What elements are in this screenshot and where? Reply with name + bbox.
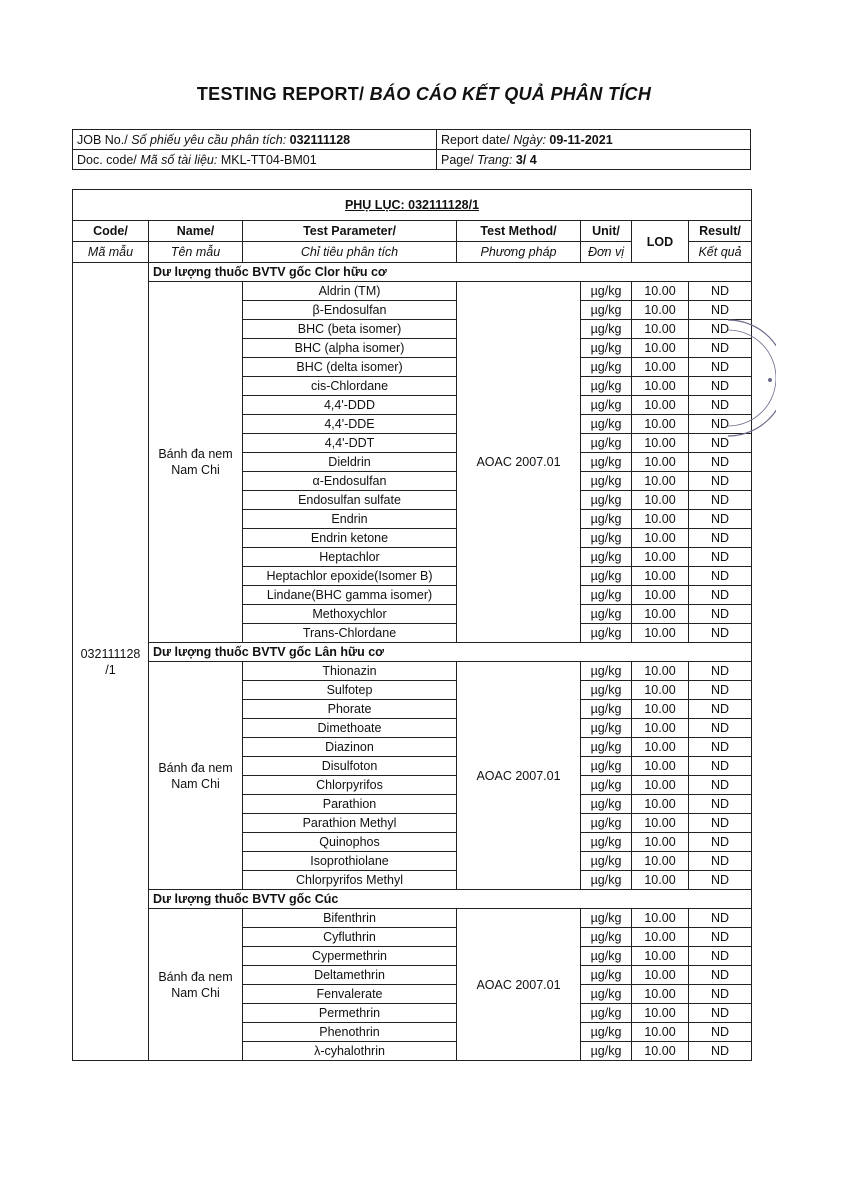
doc-code-cell: [73, 150, 437, 170]
test-parameter: cis-Chlordane: [243, 377, 457, 396]
lod-cell: 10.00: [632, 396, 689, 415]
unit-cell: µg/kg: [581, 282, 632, 301]
unit-cell: µg/kg: [581, 719, 632, 738]
unit-cell: µg/kg: [581, 320, 632, 339]
lod-cell: 10.00: [632, 814, 689, 833]
test-parameter: Sulfotep: [243, 681, 457, 700]
lod-cell: 10.00: [632, 624, 689, 643]
section-title: Dư lượng thuốc BVTV gốc Lân hữu cơ: [149, 643, 752, 662]
result-cell: ND: [689, 548, 752, 567]
section-header-row: [73, 643, 752, 662]
section-title: Dư lượng thuốc BVTV gốc Clor hữu cơ: [149, 263, 752, 282]
test-parameter: Bifenthrin: [243, 909, 457, 928]
job-label: JOB No./: [77, 132, 132, 147]
result-cell: ND: [689, 814, 752, 833]
sample-code-cell: 032111128 /1: [73, 263, 149, 1061]
unit-cell: µg/kg: [581, 966, 632, 985]
test-parameter: Isoprothiolane: [243, 852, 457, 871]
result-cell: ND: [689, 529, 752, 548]
unit-cell: µg/kg: [581, 738, 632, 757]
result-cell: ND: [689, 719, 752, 738]
col-lod-header: LOD: [632, 221, 689, 263]
lod-cell: 10.00: [632, 491, 689, 510]
col-result-header-vi: Kết quả: [689, 242, 752, 263]
lod-cell: 10.00: [632, 833, 689, 852]
result-cell: ND: [689, 1023, 752, 1042]
test-parameter: Diazinon: [243, 738, 457, 757]
lod-cell: 10.00: [632, 453, 689, 472]
result-cell: ND: [689, 909, 752, 928]
test-parameter: 4,4'-DDD: [243, 396, 457, 415]
result-cell: ND: [689, 947, 752, 966]
result-cell: ND: [689, 776, 752, 795]
lod-cell: 10.00: [632, 662, 689, 681]
result-cell: ND: [689, 795, 752, 814]
lod-cell: 10.00: [632, 966, 689, 985]
unit-cell: µg/kg: [581, 700, 632, 719]
lod-cell: 10.00: [632, 795, 689, 814]
unit-cell: µg/kg: [581, 491, 632, 510]
test-parameter: α-Endosulfan: [243, 472, 457, 491]
test-parameter: Methoxychlor: [243, 605, 457, 624]
result-cell: ND: [689, 605, 752, 624]
unit-cell: µg/kg: [581, 1023, 632, 1042]
unit-cell: µg/kg: [581, 453, 632, 472]
unit-cell: µg/kg: [581, 662, 632, 681]
test-parameter: Deltamethrin: [243, 966, 457, 985]
test-method-cell: AOAC 2007.01: [457, 662, 581, 890]
lod-cell: 10.00: [632, 434, 689, 453]
col-unit-header-vi: Đơn vị: [581, 242, 632, 263]
col-name-header-vi: Tên mẫu: [149, 242, 243, 263]
test-parameter: Chlorpyrifos Methyl: [243, 871, 457, 890]
col-result-header: Result/: [689, 221, 752, 242]
test-parameter: Permethrin: [243, 1004, 457, 1023]
unit-cell: µg/kg: [581, 472, 632, 491]
result-cell: ND: [689, 738, 752, 757]
table-row: [73, 662, 752, 681]
unit-cell: µg/kg: [581, 909, 632, 928]
page-label: Page/: [441, 152, 478, 167]
doc-code: MKL-TT04-BM01: [220, 152, 317, 167]
unit-cell: µg/kg: [581, 510, 632, 529]
unit-cell: µg/kg: [581, 795, 632, 814]
unit-cell: µg/kg: [581, 339, 632, 358]
job-number-cell: [73, 130, 437, 150]
col-code-header: Code/: [73, 221, 149, 242]
test-parameter: Aldrin (TM): [243, 282, 457, 301]
unit-cell: µg/kg: [581, 947, 632, 966]
lod-cell: 10.00: [632, 529, 689, 548]
test-parameter: Thionazin: [243, 662, 457, 681]
unit-cell: µg/kg: [581, 301, 632, 320]
sample-name-cell: Bánh đa nem Nam Chi: [149, 282, 243, 643]
lod-cell: 10.00: [632, 871, 689, 890]
result-cell: ND: [689, 377, 752, 396]
col-unit-header: Unit/: [581, 221, 632, 242]
report-date: 09-11-2021: [549, 132, 613, 147]
appendix-title: PHỤ LỤC: 032111128/1: [73, 190, 752, 221]
results-table: [72, 189, 752, 1061]
result-cell: ND: [689, 1042, 752, 1061]
unit-cell: µg/kg: [581, 776, 632, 795]
section-header-row: [73, 263, 752, 282]
unit-cell: µg/kg: [581, 928, 632, 947]
report-title: [0, 84, 848, 105]
unit-cell: µg/kg: [581, 1004, 632, 1023]
report-header-table: [72, 129, 751, 170]
test-parameter: Endrin: [243, 510, 457, 529]
test-parameter: λ-cyhalothrin: [243, 1042, 457, 1061]
lod-cell: 10.00: [632, 928, 689, 947]
result-cell: ND: [689, 586, 752, 605]
result-cell: ND: [689, 453, 752, 472]
col-method-header-vi: Phương pháp: [457, 242, 581, 263]
unit-cell: µg/kg: [581, 548, 632, 567]
col-method-header: Test Method/: [457, 221, 581, 242]
result-cell: ND: [689, 510, 752, 529]
page-number: 3/ 4: [515, 152, 537, 167]
test-parameter: Cyfluthrin: [243, 928, 457, 947]
test-parameter: Heptachlor: [243, 548, 457, 567]
sample-name-cell: Bánh đa nem Nam Chi: [149, 909, 243, 1061]
lod-cell: 10.00: [632, 985, 689, 1004]
unit-cell: µg/kg: [581, 377, 632, 396]
job-label-vi: Số phiếu yêu cầu phân tích:: [131, 132, 290, 147]
doc-code-label-vi: Mã số tài liệu:: [140, 152, 221, 167]
result-cell: ND: [689, 434, 752, 453]
test-method-cell: AOAC 2007.01: [457, 282, 581, 643]
report-title-vi: BÁO CÁO KẾT QUẢ PHÂN TÍCH: [369, 84, 652, 104]
result-cell: ND: [689, 852, 752, 871]
sample-name-cell: Bánh đa nem Nam Chi: [149, 662, 243, 890]
lod-cell: 10.00: [632, 947, 689, 966]
result-cell: ND: [689, 757, 752, 776]
test-parameter: BHC (alpha isomer): [243, 339, 457, 358]
section-title: Dư lượng thuốc BVTV gốc Cúc: [149, 890, 752, 909]
lod-cell: 10.00: [632, 719, 689, 738]
result-cell: ND: [689, 301, 752, 320]
test-parameter: BHC (delta isomer): [243, 358, 457, 377]
unit-cell: µg/kg: [581, 415, 632, 434]
col-param-header-vi: Chỉ tiêu phân tích: [243, 242, 457, 263]
result-cell: ND: [689, 966, 752, 985]
page-label-vi: Trang:: [477, 152, 516, 167]
column-header-row: [73, 221, 752, 242]
test-parameter: Trans-Chlordane: [243, 624, 457, 643]
test-parameter: Heptachlor epoxide(Isomer B): [243, 567, 457, 586]
result-cell: ND: [689, 928, 752, 947]
lod-cell: 10.00: [632, 1004, 689, 1023]
result-cell: ND: [689, 833, 752, 852]
result-cell: ND: [689, 358, 752, 377]
test-parameter: Cypermethrin: [243, 947, 457, 966]
result-cell: ND: [689, 624, 752, 643]
table-row: [73, 282, 752, 301]
lod-cell: 10.00: [632, 567, 689, 586]
test-parameter: Dimethoate: [243, 719, 457, 738]
lod-cell: 10.00: [632, 339, 689, 358]
page-cell: [437, 150, 751, 170]
lod-cell: 10.00: [632, 700, 689, 719]
result-cell: ND: [689, 415, 752, 434]
result-cell: ND: [689, 396, 752, 415]
test-parameter: BHC (beta isomer): [243, 320, 457, 339]
test-parameter: Disulfoton: [243, 757, 457, 776]
lod-cell: 10.00: [632, 605, 689, 624]
test-parameter: β-Endosulfan: [243, 301, 457, 320]
lod-cell: 10.00: [632, 776, 689, 795]
unit-cell: µg/kg: [581, 985, 632, 1004]
test-parameter: Parathion: [243, 795, 457, 814]
job-number: 032111128: [289, 132, 351, 147]
unit-cell: µg/kg: [581, 567, 632, 586]
test-parameter: 4,4'-DDT: [243, 434, 457, 453]
test-parameter: Dieldrin: [243, 453, 457, 472]
col-param-header: Test Parameter/: [243, 221, 457, 242]
lod-cell: 10.00: [632, 681, 689, 700]
result-cell: ND: [689, 662, 752, 681]
report-date-label: Report date/: [441, 132, 514, 147]
test-parameter: Fenvalerate: [243, 985, 457, 1004]
lod-cell: 10.00: [632, 909, 689, 928]
unit-cell: µg/kg: [581, 605, 632, 624]
lod-cell: 10.00: [632, 415, 689, 434]
test-parameter: 4,4'-DDE: [243, 415, 457, 434]
unit-cell: µg/kg: [581, 681, 632, 700]
lod-cell: 10.00: [632, 757, 689, 776]
test-parameter: Phenothrin: [243, 1023, 457, 1042]
test-parameter: Endrin ketone: [243, 529, 457, 548]
result-cell: ND: [689, 282, 752, 301]
lod-cell: 10.00: [632, 301, 689, 320]
lod-cell: 10.00: [632, 1023, 689, 1042]
lod-cell: 10.00: [632, 510, 689, 529]
lod-cell: 10.00: [632, 472, 689, 491]
unit-cell: µg/kg: [581, 852, 632, 871]
lod-cell: 10.00: [632, 282, 689, 301]
unit-cell: µg/kg: [581, 624, 632, 643]
unit-cell: µg/kg: [581, 871, 632, 890]
lod-cell: 10.00: [632, 320, 689, 339]
doc-code-label: Doc. code/: [77, 152, 141, 167]
result-cell: ND: [689, 491, 752, 510]
test-parameter: Parathion Methyl: [243, 814, 457, 833]
unit-cell: µg/kg: [581, 529, 632, 548]
result-cell: ND: [689, 472, 752, 491]
lod-cell: 10.00: [632, 358, 689, 377]
result-cell: ND: [689, 339, 752, 358]
section-header-row: [73, 890, 752, 909]
lod-cell: 10.00: [632, 586, 689, 605]
unit-cell: µg/kg: [581, 833, 632, 852]
test-parameter: Quinophos: [243, 833, 457, 852]
unit-cell: µg/kg: [581, 757, 632, 776]
lod-cell: 10.00: [632, 377, 689, 396]
test-parameter: Endosulfan sulfate: [243, 491, 457, 510]
unit-cell: µg/kg: [581, 586, 632, 605]
unit-cell: µg/kg: [581, 396, 632, 415]
result-cell: ND: [689, 320, 752, 339]
unit-cell: µg/kg: [581, 1042, 632, 1061]
lod-cell: 10.00: [632, 548, 689, 567]
col-name-header: Name/: [149, 221, 243, 242]
lod-cell: 10.00: [632, 852, 689, 871]
report-date-label-vi: Ngày:: [513, 132, 550, 147]
lod-cell: 10.00: [632, 738, 689, 757]
unit-cell: µg/kg: [581, 434, 632, 453]
unit-cell: µg/kg: [581, 358, 632, 377]
result-cell: ND: [689, 871, 752, 890]
col-code-header-vi: Mã mẫu: [73, 242, 149, 263]
result-cell: ND: [689, 985, 752, 1004]
result-cell: ND: [689, 1004, 752, 1023]
test-parameter: Lindane(BHC gamma isomer): [243, 586, 457, 605]
result-cell: ND: [689, 700, 752, 719]
result-cell: ND: [689, 567, 752, 586]
result-cell: ND: [689, 681, 752, 700]
lod-cell: 10.00: [632, 1042, 689, 1061]
test-parameter: Chlorpyrifos: [243, 776, 457, 795]
report-date-cell: [437, 130, 751, 150]
report-title-prefix: TESTING REPORT/: [196, 84, 370, 104]
test-parameter: Phorate: [243, 700, 457, 719]
unit-cell: µg/kg: [581, 814, 632, 833]
test-method-cell: AOAC 2007.01: [457, 909, 581, 1061]
table-row: [73, 909, 752, 928]
